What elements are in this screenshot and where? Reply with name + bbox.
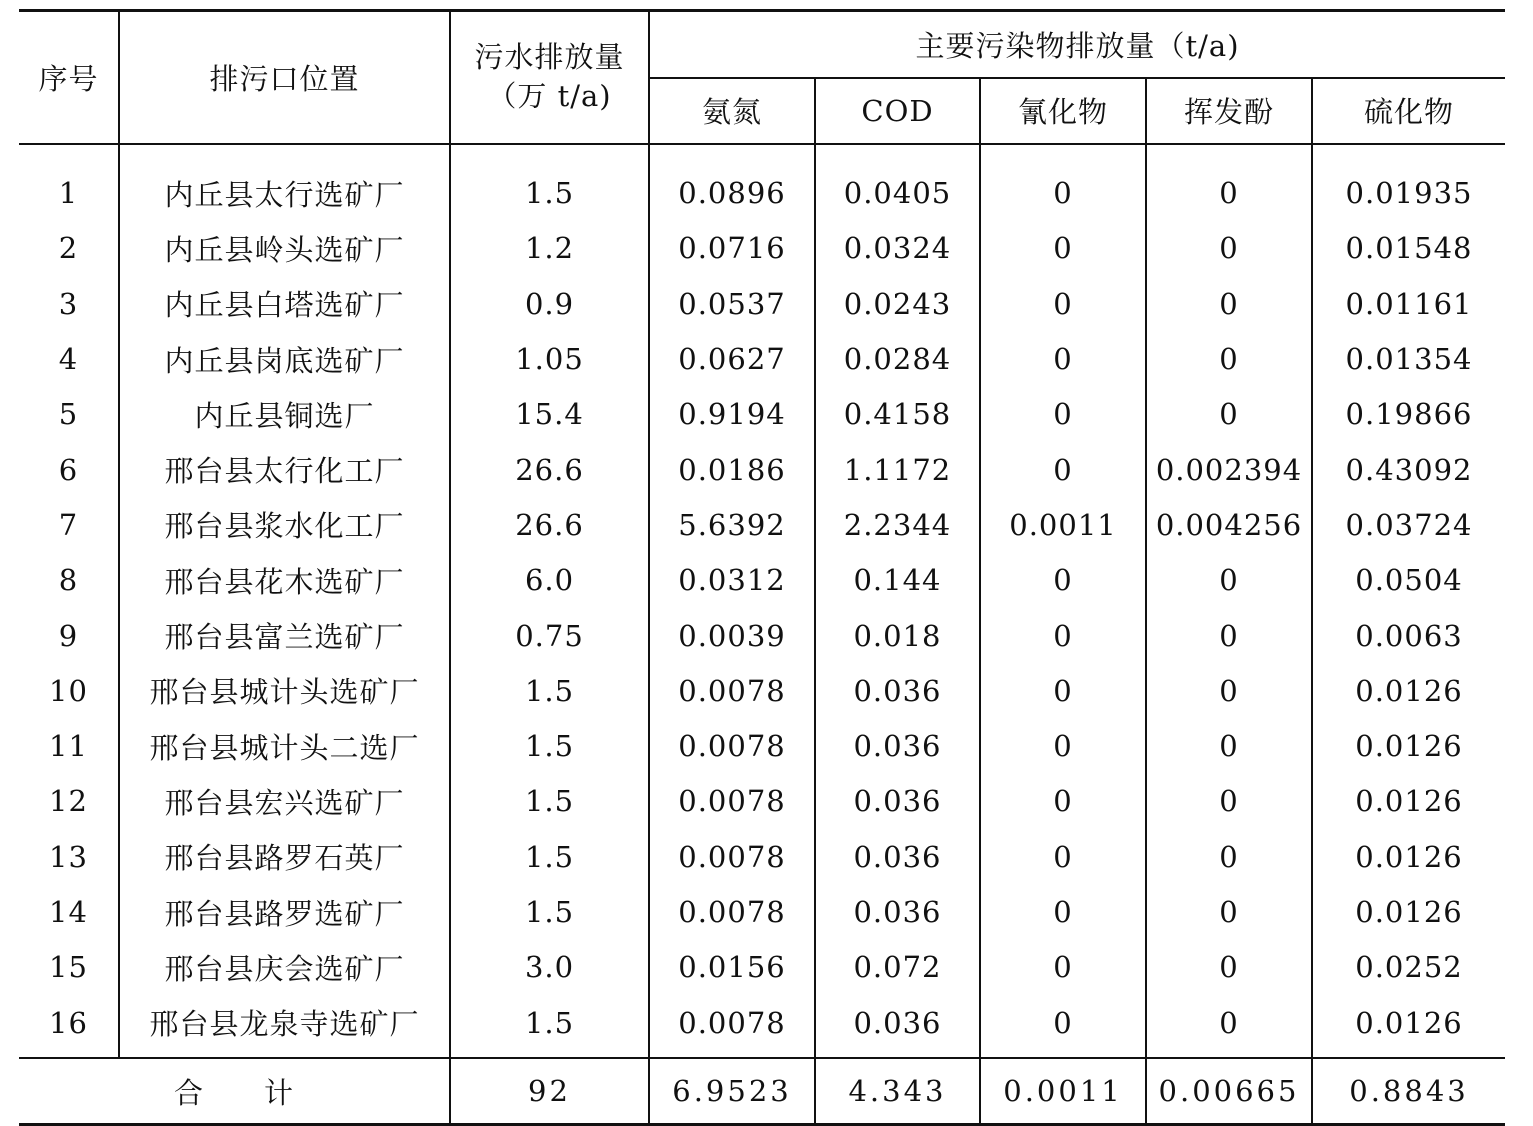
cell-cod: 0.036 [815, 774, 980, 829]
cell-seq: 14 [19, 884, 119, 939]
cell-seq: 13 [19, 829, 119, 884]
cell-ammonia: 0.0078 [649, 995, 815, 1050]
cell-seq: 11 [19, 718, 119, 773]
cell-location: 内丘县岭头选矿厂 [119, 221, 450, 276]
cell-cyanide: 0 [980, 221, 1146, 276]
spacer-row [19, 144, 1505, 166]
cell-ammonia: 0.0078 [649, 774, 815, 829]
total-row [19, 1058, 1505, 1124]
table-row [19, 166, 1505, 221]
cell-ammonia: 0.0312 [649, 553, 815, 608]
cell-sewage: 0.75 [450, 608, 649, 663]
cell-seq: 5 [19, 387, 119, 442]
cell-cyanide: 0 [980, 387, 1146, 442]
cell-seq: 4 [19, 331, 119, 386]
cell-sulfide: 0.43092 [1345, 452, 1473, 487]
total-sulfide: 0.8843 [1312, 1058, 1505, 1124]
cell-location: 邢台县太行化工厂 [119, 442, 450, 497]
table-row [19, 553, 1505, 608]
table-row [19, 221, 1505, 276]
cell-phenol: 0 [1146, 774, 1312, 829]
cell-sewage: 0.9 [450, 276, 649, 331]
total-cod: 4.343 [815, 1058, 980, 1124]
cell-cod: 0.036 [815, 663, 980, 718]
table-body [19, 144, 1505, 1059]
cell-cod: 0.0405 [815, 166, 980, 221]
header-phenol: 挥发酚 [1146, 78, 1312, 144]
cell-sulfide: 0.0063 [1355, 618, 1463, 653]
header-sewage-line1: 污水排放量 [474, 40, 625, 75]
total-ammonia: 6.9523 [649, 1058, 815, 1124]
cell-cod: 0.036 [815, 995, 980, 1050]
cell-phenol: 0.002394 [1146, 442, 1312, 497]
cell-location: 邢台县龙泉寺选矿厂 [119, 995, 450, 1050]
cell-cyanide: 0 [980, 166, 1146, 221]
pollutant-discharge-table [19, 9, 1505, 1126]
header-ammonia: 氨氮 [649, 78, 815, 144]
cell-cyanide: 0 [980, 829, 1146, 884]
header-sewage-volume [450, 11, 649, 144]
cell-seq: 15 [19, 940, 119, 995]
cell-cod: 0.0324 [815, 221, 980, 276]
cell-phenol: 0 [1146, 884, 1312, 939]
cell-sulfide: 0.19866 [1345, 397, 1473, 432]
total-phenol: 0.00665 [1146, 1058, 1312, 1124]
header-row-top [19, 11, 1505, 78]
cell-sewage: 3.0 [450, 940, 649, 995]
total-cyanide: 0.0011 [980, 1058, 1146, 1124]
cell-sulfide: 0.01161 [1345, 286, 1473, 321]
table-row [19, 663, 1505, 718]
cell-phenol: 0 [1146, 663, 1312, 718]
cell-seq: 3 [19, 276, 119, 331]
cell-ammonia: 0.0078 [649, 718, 815, 773]
cell-cod: 0.0284 [815, 331, 980, 386]
table-row [19, 995, 1505, 1050]
cell-sewage: 26.6 [450, 442, 649, 497]
table-row [19, 940, 1505, 995]
cell-cyanide: 0 [980, 553, 1146, 608]
cell-seq: 6 [19, 442, 119, 497]
cell-sewage: 1.5 [450, 774, 649, 829]
cell-ammonia: 0.0716 [649, 221, 815, 276]
cell-seq: 7 [19, 497, 119, 552]
cell-phenol: 0 [1146, 166, 1312, 221]
cell-sewage: 6.0 [450, 553, 649, 608]
cell-seq: 8 [19, 553, 119, 608]
table-row [19, 276, 1505, 331]
cell-cod: 0.018 [815, 608, 980, 663]
table-row [19, 884, 1505, 939]
cell-sewage: 1.05 [450, 331, 649, 386]
cell-ammonia: 5.6392 [649, 497, 815, 552]
cell-sulfide: 0.0126 [1355, 895, 1463, 929]
cell-cod: 0.144 [815, 553, 980, 608]
cell-location: 邢台县庆会选矿厂 [119, 940, 450, 995]
table-row [19, 442, 1505, 497]
table-row [19, 608, 1505, 663]
cell-sewage: 1.2 [450, 221, 649, 276]
cell-cyanide: 0.0011 [980, 497, 1146, 552]
header-sewage-line2: （万 t/a) [487, 79, 612, 114]
cell-sulfide: 0.0126 [1355, 784, 1463, 819]
header-cod: COD [815, 78, 980, 144]
header-location: 排污口位置 [119, 11, 450, 144]
table-row [19, 774, 1505, 829]
cell-ammonia: 0.0039 [649, 608, 815, 663]
cell-location: 内丘县白塔选矿厂 [119, 276, 450, 331]
cell-location: 邢台县浆水化工厂 [119, 497, 450, 552]
cell-sulfide: 0.0126 [1355, 673, 1463, 708]
cell-phenol: 0 [1146, 221, 1312, 276]
cell-location: 内丘县铜选厂 [119, 387, 450, 442]
cell-ammonia: 0.0896 [649, 166, 815, 221]
cell-location: 邢台县富兰选矿厂 [119, 608, 450, 663]
header-sulfide: 硫化物 [1312, 78, 1505, 144]
cell-phenol: 0 [1146, 276, 1312, 331]
cell-seq: 16 [19, 995, 119, 1050]
cell-seq: 9 [19, 608, 119, 663]
cell-location: 邢台县城计头二选厂 [119, 718, 450, 773]
cell-sulfide: 0.03724 [1345, 507, 1473, 542]
cell-location: 内丘县岗底选矿厂 [119, 331, 450, 386]
cell-location: 邢台县花木选矿厂 [119, 553, 450, 608]
cell-ammonia: 0.9194 [649, 387, 815, 442]
cell-cyanide: 0 [980, 608, 1146, 663]
spacer-row [19, 1050, 1505, 1058]
cell-location: 内丘县太行选矿厂 [119, 166, 450, 221]
header-pollutants-group: 主要污染物排放量（t/a) [649, 11, 1505, 78]
cell-sewage: 1.5 [450, 166, 649, 221]
cell-sulfide: 0.01548 [1345, 231, 1473, 266]
cell-phenol: 0 [1146, 940, 1312, 995]
cell-phenol: 0.004256 [1146, 497, 1312, 552]
cell-cod: 0.0243 [815, 276, 980, 331]
total-label: 合 计 [19, 1058, 450, 1124]
cell-phenol: 0 [1146, 608, 1312, 663]
cell-sulfide: 0.01354 [1345, 342, 1473, 377]
cell-location: 邢台县城计头选矿厂 [119, 663, 450, 718]
cell-cyanide: 0 [980, 884, 1146, 939]
cell-location: 邢台县宏兴选矿厂 [119, 774, 450, 829]
cell-cyanide: 0 [980, 718, 1146, 773]
cell-ammonia: 0.0078 [649, 829, 815, 884]
cell-location: 邢台县路罗选矿厂 [119, 884, 450, 939]
cell-sewage: 26.6 [450, 497, 649, 552]
cell-sewage: 1.5 [450, 718, 649, 773]
cell-seq: 12 [19, 774, 119, 829]
header-seq: 序号 [19, 11, 119, 144]
cell-seq: 2 [19, 221, 119, 276]
table-row [19, 387, 1505, 442]
cell-cod: 0.4158 [815, 387, 980, 442]
cell-sulfide: 0.0504 [1355, 563, 1463, 598]
cell-cyanide: 0 [980, 663, 1146, 718]
cell-cod: 0.036 [815, 829, 980, 884]
cell-sulfide: 0.01935 [1345, 176, 1473, 211]
cell-seq: 10 [19, 663, 119, 718]
cell-ammonia: 0.0537 [649, 276, 815, 331]
cell-sulfide: 0.0126 [1355, 729, 1463, 764]
cell-phenol: 0 [1146, 718, 1312, 773]
cell-sewage: 1.5 [450, 995, 649, 1050]
table-row [19, 497, 1505, 552]
table-row [19, 331, 1505, 386]
cell-sulfide: 0.0252 [1355, 950, 1463, 985]
cell-ammonia: 0.0156 [649, 940, 815, 995]
cell-sewage: 1.5 [450, 884, 649, 939]
cell-phenol: 0 [1146, 995, 1312, 1050]
cell-location: 邢台县路罗石英厂 [119, 829, 450, 884]
cell-cod: 0.036 [815, 718, 980, 773]
cell-cyanide: 0 [980, 331, 1146, 386]
cell-cod: 2.2344 [815, 497, 980, 552]
cell-cyanide: 0 [980, 995, 1146, 1050]
cell-cod: 0.072 [815, 940, 980, 995]
cell-phenol: 0 [1146, 387, 1312, 442]
cell-cod: 0.036 [815, 884, 980, 939]
cell-sewage: 1.5 [450, 663, 649, 718]
cell-cyanide: 0 [980, 276, 1146, 331]
cell-cod: 1.1172 [815, 442, 980, 497]
cell-ammonia: 0.0078 [649, 663, 815, 718]
total-sewage: 92 [450, 1058, 649, 1124]
cell-sulfide: 0.0126 [1355, 1005, 1463, 1040]
cell-sewage: 1.5 [450, 829, 649, 884]
cell-ammonia: 0.0627 [649, 331, 815, 386]
cell-phenol: 0 [1146, 553, 1312, 608]
cell-phenol: 0 [1146, 331, 1312, 386]
cell-ammonia: 0.0186 [649, 442, 815, 497]
cell-sewage: 15.4 [450, 387, 649, 442]
cell-cyanide: 0 [980, 442, 1146, 497]
cell-cyanide: 0 [980, 774, 1146, 829]
header-cyanide: 氰化物 [980, 78, 1146, 144]
cell-cyanide: 0 [980, 940, 1146, 995]
cell-phenol: 0 [1146, 829, 1312, 884]
cell-ammonia: 0.0078 [649, 884, 815, 939]
table-row [19, 718, 1505, 773]
cell-sulfide: 0.0126 [1355, 839, 1463, 874]
cell-seq: 1 [19, 166, 119, 221]
table-row [19, 829, 1505, 884]
